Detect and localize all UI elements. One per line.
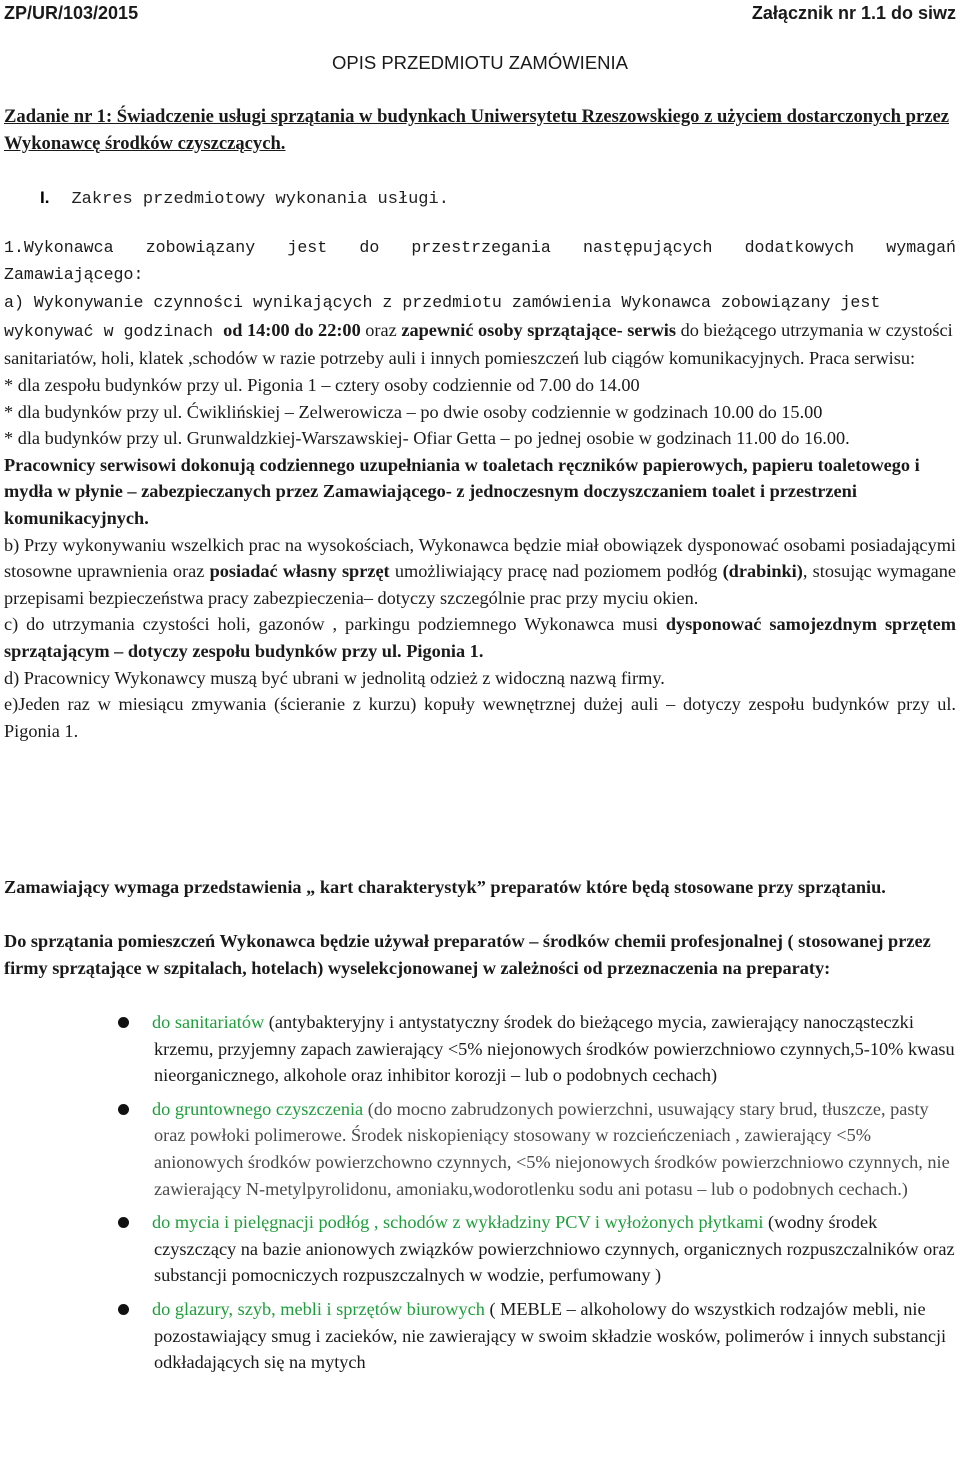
service-schedule-2: * dla budynków przy ul. Ćwiklińskiej – Zelwerowicza – po dwie osoby codziennie w godzinach 10.00 do 15.00 (4, 401, 823, 422)
annex-label: Załącznik nr 1.1 do siwz (751, 3, 956, 23)
section-heading (40, 185, 449, 214)
document-title: OPIS PRZEDMIOTU ZAMÓWIENIA (331, 52, 628, 73)
service-staff-paragraph: Pracownicy serwisowi dokonują codziennego uzupełniania w toaletach ręczników papierowych, papieru toaletowego i mydła w płynie – zabezpieczanych przez Zamawiającego- z jednoczesnym doczyszczaniem toalet i przestrzeni komunikacyjnych. (4, 454, 920, 528)
document-header (4, 0, 956, 26)
section-label: Zakres przedmiotowy wykonania usługi. (71, 190, 449, 209)
safety-data-sheet-paragraph: Zamawiający wymaga przedstawienia „ kart charakterystyk” preparatów które będą stosowane przy sprzątaniu. (4, 877, 886, 897)
requirements-block (4, 235, 956, 744)
preparations-list (4, 1009, 956, 1376)
list-item: do mycia i pielęgnacji podłóg , schodów z wykładziny PCV i wyłożonych płytkami (wodny środek czyszczący na bazie anionowych związków powierzchniowo czynnych, organicznych rozpuszczalników oraz substancji pomocniczych rozpuszczalnych w wodzie, perfumowany ) (4, 1209, 956, 1289)
requirement-a: a) Wykonywanie czynności wynikających z przedmiotu zamówienia Wykonawca zobowiązany jest wykonywać w godzinach od 14:00 do 22:00 oraz zapewnić osoby sprzątające- serwis do bieżącego utrzymania w czystości sanitariatów, holi, klatek ,schodów w razie potrzeby auli i innych pomieszczeń lub ciągów komunikacyjnych. Praca serwisu: (4, 293, 953, 369)
task-heading: Zadanie nr 1: Świadczenie usługi sprzątania w budynkach Uniwersytetu Rzeszowskiego z użyciem dostarczonych przez Wykonawcę środków czyszczących. (4, 106, 949, 154)
list-item: do glazury, szyb, mebli i sprzętów biurowych ( MEBLE – alkoholowy do wszystkich rodzajów mebli, nie pozostawiający smug i zacieków, nie zawierający w swoim składzie wosków, polimerów i innych substancji odkładających się na mytych (4, 1296, 956, 1376)
section-number: I. (40, 188, 50, 207)
service-schedule-1: * dla zespołu budynków przy ul. Pigonia 1 – cztery osoby codziennie od 7.00 do 14.00 (4, 374, 640, 395)
requirement-intro-cont: Zamawiającego: (4, 264, 144, 284)
chemicals-paragraph: Do sprzątania pomieszczeń Wykonawca będzie używał preparatów – środków chemii profesjonalnej ( stosowanej przez firmy sprzątające w szpitalach, hotelach) wyselekcjonowanej w zależności od przeznaczenia na preparaty: (4, 931, 931, 978)
bullet-icon (118, 1104, 129, 1115)
requirement-d: d) Pracownicy Wykonawcy muszą być ubrani w jednolitą odzież z widoczną nazwą firmy. (4, 667, 665, 688)
bullet-icon (118, 1304, 129, 1315)
service-schedule-3: * dla budynków przy ul. Grunwaldzkiej-Warszawskiej- Ofiar Getta – po jednej osobie w godzinach 11.00 do 16.00. (4, 428, 850, 449)
requirement-b: b) Przy wykonywaniu wszelkich prac na wysokościach, Wykonawca będzie miał obowiązek dysponować osobami posiadającymi stosowne uprawnienia oraz posiadać własny sprzęt umożliwiający pracę nad poziomem podłóg (drabinki), stosując wymagane przepisami bezpieczeństwa pracy zabezpieczenia– dotyczy szczególnie prac przy myciu okien. (4, 534, 956, 608)
bullet-icon (118, 1017, 129, 1028)
requirement-e: e)Jeden raz w miesiącu zmywania (ścieranie z kurzu) kopuły wewnętrznej dużej auli – dotyczy zespołu budynków przy ul. Pigonia 1. (4, 694, 956, 741)
bullet-icon (118, 1217, 129, 1228)
requirement-intro: 1.Wykonawca zobowiązany jest do przestrzegania następujących dodatkowych wymagań (4, 238, 956, 257)
list-item: do gruntownego czyszczenia (do mocno zabrudzonych powierzchni, usuwający stary brud, tłuszcze, pasty oraz powłoki polimerowe. Środek niskopieniący stosowany w rozcieńczeniach , zawierający <5% anionowych środków powierzchowno czynnych, <5% niejonowych środków powierzchniowo czynnych, nie zawierający N-metylpyrolidonu, amoniaku,wodorotlenku sodu ani potasu – lub o podobnych cechach.) (4, 1096, 956, 1202)
requirement-c: c) do utrzymania czystości holi, gazonów , parkingu podziemnego Wykonawca musi dysponować samojezdnym sprzętem sprzątającym – dotyczy zespołu budynków przy ul. Pigonia 1. (4, 614, 956, 661)
list-item: do sanitariatów (antybakteryjny i antystatyczny środek do bieżącego mycia, zawierający nanocząsteczki krzemu, przyjemny zapach zawierający <5% niejonowych środków powierzchniowo czynnych,5-10% kwasu nieorganicznego, alkohole oraz inhibitor korozji – lub o podobnych cechach) (4, 1009, 956, 1089)
reference-number: ZP/UR/103/2015 (4, 3, 139, 23)
